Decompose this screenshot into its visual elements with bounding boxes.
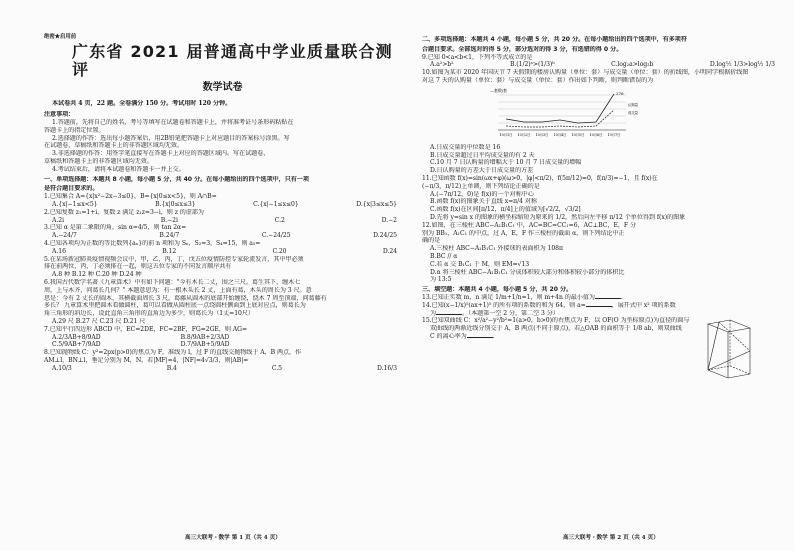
question-9: 9.已知 0<a<b<1，下列不等式成立的是 <box>422 53 533 61</box>
question-10-option: A.日成交量的中位数是 16 <box>430 143 501 151</box>
question-5-line: 5.在某场新冠肺炎疫情视频会议中，甲，乙，丙，丁，戊五位疫情防控专家轮流发言，其中甲必须 <box>44 255 304 263</box>
question-14-text: 14.已知(x−1/x)⁵(ax+1)⁵ 的所有项的系数的和为 64，则 a= <box>422 301 586 309</box>
subscription-series-line <box>506 94 614 123</box>
option: A.{x|−1≤x<5} <box>52 201 98 209</box>
exam-subtitle: 数学试卷 <box>202 81 243 93</box>
option: A.−24/7 <box>52 232 77 240</box>
option: A.2i <box>52 216 64 224</box>
question-1: 1.已知集合 A={x|x²−2x−3≤0}，B={x|0≤x<5}，则 A∩B= <box>44 193 217 201</box>
question-12-option: B.BC // α <box>430 252 458 260</box>
question-6-line: 角三角形的斜边长，设此直角三角形的直角边为多少，则葛长为（1丈=10尺） <box>44 310 254 318</box>
question-2: 2.已知复数 z₁=1+i，复数 z 满足 z₁z=3−i，则 z 的虚部为 <box>44 208 204 216</box>
question-2-options <box>44 217 401 225</box>
question-14-text: ，展开式中 x² 项的系数 <box>611 301 676 309</box>
question-10-line: 10.如图为某市 2020 年国庆节 7 天假期的楼房认购量（单位：套）与成交量（单位：套）的折线图，小明同学根据折线图 <box>422 69 749 77</box>
page-two-footer: 高三大联考・数学 第 2 页（共 4 页） <box>563 535 659 541</box>
x-tick-label: 10月6日 <box>589 132 603 137</box>
option: B.(1/2)ᵃ>(1/3)ᵇ <box>509 61 555 69</box>
answer-blank <box>586 302 612 307</box>
question-12-line: 确的是 <box>422 237 441 245</box>
chart-data-label: 276 <box>616 90 624 96</box>
option: A.16 <box>52 247 66 255</box>
option: A.10/3 <box>52 364 72 372</box>
question-12-option: D.α 将三棱柱 ABC−A₁B₁C₁ 分成体积较大部分和体积较小部分的体积比 <box>430 268 625 276</box>
question-15-text: C 的离心率为 <box>430 332 467 340</box>
question-7: 7.已知平行四边形 ABCD 中，EC=2DE，FC=2BF，FG=2GE，则 AG= <box>44 325 248 333</box>
option: D.−2 <box>381 216 397 224</box>
confidential-label: 绝密★启用前 <box>44 34 77 40</box>
notice-line: 2.选择题的作答：选出每小题答案后，用2B铅笔把答题卡上对应题目的答案标号涂黑。写 <box>52 134 290 142</box>
option: D.log½ 1/3>log½ 1/3 <box>709 61 775 69</box>
question-10-option: C.10 月 7 日认购量的增幅大于 10 月 7 日成交量的增幅 <box>430 159 582 167</box>
sales-line-chart <box>476 86 644 142</box>
question-12-option: 为 13:5 <box>430 276 452 284</box>
option: B.4 <box>166 364 177 372</box>
question-8-line: 8.已知抛物线 C：y²=2px(p>0)的焦点为 F，准线为 l，过 F 的直线交抛物线于 A，B 两点，作 <box>44 349 302 357</box>
option: B.12 <box>162 247 177 255</box>
question-4-options <box>44 248 401 256</box>
question-5-options: A.8 种 B.12 种 C.20 种 D.24 种 <box>52 271 142 279</box>
question-11-option: B.函数 f(x)的图象关于直线 x=π/4 对称 <box>430 198 537 206</box>
section-three-heading: 三、填空题：本题共 4 小题，每小题 5 分，共 20 分。 <box>422 286 573 294</box>
question-9-options <box>422 61 779 69</box>
option: B.8/9AB+2/3AD <box>180 333 230 341</box>
question-12-option: C.若 α 交 B₁C₁ 于 M，则 EM=√13 <box>430 260 530 268</box>
option: B.{x|0≤x≤3} <box>155 201 196 209</box>
option: C.2 <box>274 216 285 224</box>
question-10-option: B.日成交量超过日平均成交量的有 2 天 <box>430 151 535 159</box>
question-11-option: C.函数 f(x)在区间[π/12，π/4]上的值域为[√2/2，√3/2] <box>430 206 581 214</box>
legend-item: 认购量 <box>628 102 639 107</box>
option: C.20 <box>272 247 287 255</box>
question-7-options <box>44 334 401 342</box>
legend-item: 成交量 <box>628 110 639 115</box>
option: C.5/9AB+7/9AD <box>52 341 101 349</box>
chart-svg <box>476 86 644 142</box>
question-15-line: 双曲线的两渐近线分别交于 A，B 两点(不同于原点)，若△OAB 的面积等于 1/8 ab，则双曲线 <box>430 325 682 333</box>
question-8-line: AM⊥l，BN⊥l，垂足分别为 M，N，若|MF|=4，|NF|=4√3/3，则|AB|= <box>44 356 249 364</box>
question-12-line: 别为 BB₁，A₁C₁ 的中点，过 A，E，F 作三棱柱的截面 α，则下列结论中正 <box>422 229 625 237</box>
section-two-heading-cont: 合题目要求。全部选对的得 5 分，部分选对的得 3 分，有选错的得 0 分。 <box>422 45 623 53</box>
question-15-line: 15.已知双曲线 C：x²/a²−y²/b²=1(a>0，b>0)的右焦点为 F，以 OF(O 为坐标原点)为直径的圆与 <box>422 317 690 325</box>
x-tick-label: 10月7日 <box>607 132 621 137</box>
notice-line: 答题卡上的指定位置。 <box>44 126 105 134</box>
option: D.16/3 <box>377 364 397 372</box>
question-3: 3.已知 α 是第二象限的角，sin α=4/5，则 tan 2α= <box>44 224 187 232</box>
question-7-options <box>44 341 401 349</box>
question-11-option: A.(−7π/12，0)是 f(x)的一个对称中心 <box>430 190 534 198</box>
question-10-option: D.日认购量的方差大于日成交量的方差 <box>430 167 534 175</box>
question-14 <box>422 302 779 310</box>
option: A.2/3AB+8/9AD <box>52 333 101 341</box>
x-tick-label: 10月4日 <box>553 132 567 137</box>
x-tick-label: 10月1日 <box>499 132 513 137</box>
question-11-line: (−π/3，π/12)上单调，则下列结论正确的是 <box>422 182 540 190</box>
section-one-heading-cont: 是符合题目要求的。 <box>44 185 99 193</box>
option: D.{x|3≤x≤5} <box>356 201 397 209</box>
option: B.−2i <box>160 216 178 224</box>
notice-line: 草稿纸和答题卡上的非答题区域均无效。 <box>44 158 153 166</box>
question-3-options <box>44 232 401 240</box>
page-one-footer: 高三大联考・数学 第 1 页（共 4 页） <box>185 535 281 541</box>
page-one <box>44 34 401 373</box>
section-one-heading: 一、单项选择题：本题共 8 小题，每小题 5 分，共 40 分。在每小题给出的四个选项中，只有一项 <box>44 175 309 183</box>
option: C.5 <box>271 364 282 372</box>
question-15-line: C 的离心率为 . <box>430 332 495 340</box>
question-6-line: 多长？ 九章算术里把圆木看做圆柱，葛可以看做从圆柱底一点绕圆柱侧面到上底对应点，则葛长为 <box>44 302 306 310</box>
exam-info: 本试卷共 4 页，22 题。全卷满分 150 分。考试用时 120 分钟。 <box>52 100 232 108</box>
answer-blank <box>467 333 493 338</box>
option: A.a²>b² <box>430 61 454 69</box>
option: D.24 <box>382 247 397 255</box>
question-6-line: 思是：今有 2 丈长的圆木，其横截面周长 3 尺，葛藤从圆木的底部开始缠绕，绕木 7 周至顶端，问葛藤有 <box>44 294 327 302</box>
option: D.7/9AB+5/9AD <box>180 341 230 349</box>
question-6-options: A.29 尺 B.27 尺 C.23 尺 D.21 尺 <box>52 318 146 325</box>
section-two-heading: 二、多项选择题：本题共 4 小题，每小题 5 分，共 20 分。在每小题给出的四个选项中，有多项符 <box>422 36 687 43</box>
question-5-line: 排在前两位，丙，丁必须排在一起，则这五位专家的不同发言顺序共有 <box>44 263 232 271</box>
question-14-text: 为 <box>430 309 437 317</box>
question-12-line: 12.如图，在三棱柱 ABC−A₁B₁C₁ 中，AC=BC=CC₁=6，AC⊥BC，E，F 分 <box>422 221 637 229</box>
question-13-text: 13.已知正实数 m，n 满足 1/m+1/n=1，则 m+4n 的最小值为 <box>422 293 595 301</box>
chart-legend-title: —套数/套 <box>490 87 508 93</box>
question-13: 13.已知正实数 m，n 满足 1/m+1/n=1，则 m+4n 的最小值为 . <box>422 293 623 301</box>
question-6-line: 6.我国古代数学名著《九章算术》中有如下问题："今有木长二丈，围之三尺。葛生其下，缠木七 <box>44 279 301 287</box>
x-tick-label: 10月3日 <box>535 132 549 137</box>
question-8-options <box>44 365 401 373</box>
x-tick-label: 10月5日 <box>571 132 585 137</box>
option: C.{x|−1≤x≤0} <box>253 201 299 209</box>
question-11-line: 11.已知函数 f(x)=sin(ωx+φ)(ω>0，|φ|<π/2)，f(5π/12)=0，f(π/3)=−1，且 f(x)在 <box>422 174 658 182</box>
question-11-option: D.先将 y=sin x 的图象的横坐标缩短为原来的 1/2，然后向左平移 π/12 个单位得到 f(x)的图象 <box>430 213 686 221</box>
question-12-option: A.三棱柱 ABC−A₁B₁C₁ 外接球的表面积为 108π <box>430 245 563 253</box>
answer-blank <box>436 310 462 315</box>
option: C.log₂a>log₂b <box>611 61 654 69</box>
prism-figure <box>700 318 762 380</box>
question-1-options <box>44 201 401 209</box>
question-6-line: 周，上与木齐，问葛长几何？" 本题意思为：有一根木头长 2 丈，上面有葛，木头的周长为 3 尺。意 <box>44 286 312 294</box>
notice-line: 1.答题前，先将自己的姓名，考号等填写在试题卷和答题卡上，并将准考证号条形码粘贴在 <box>52 119 294 127</box>
option: D.24/25 <box>373 232 397 240</box>
question-14-cont <box>422 310 779 318</box>
exam-title: 广东省 2021 届普通高中学业质量联合测评 <box>72 41 393 80</box>
question-14-text: 。（本题第一空 2 分，第二空 3 分） <box>462 309 559 317</box>
option: C.−24/25 <box>261 232 291 240</box>
option: B.24/7 <box>159 232 180 240</box>
x-tick-label: 10月2日 <box>517 132 531 137</box>
notice-line: 3.非选择题的作答：用签字笔直接写在答题卡上对应的答题区域内。写在试题卷、 <box>52 150 270 158</box>
question-4: 4.已知各项均为正数的等比数列{aₙ}的前 n 项和为 Sₙ，S₂=3，S₄=15，则 a₅= <box>44 240 261 248</box>
notice-line: 4.考试结束后，请将本试题卷和答题卡一并上交。 <box>52 165 185 173</box>
notice-heading: 注意事项： <box>44 111 75 119</box>
page-two <box>422 34 779 341</box>
question-10-line: 对这 7 天的认购量（单位：套）与成交量（单位：套）作出如下判断，则判断错误的为 <box>422 76 654 84</box>
answer-blank <box>595 294 621 299</box>
notice-line: 在试题卷，草稿纸和答题卡上的非答题区域均无效。 <box>44 142 184 150</box>
